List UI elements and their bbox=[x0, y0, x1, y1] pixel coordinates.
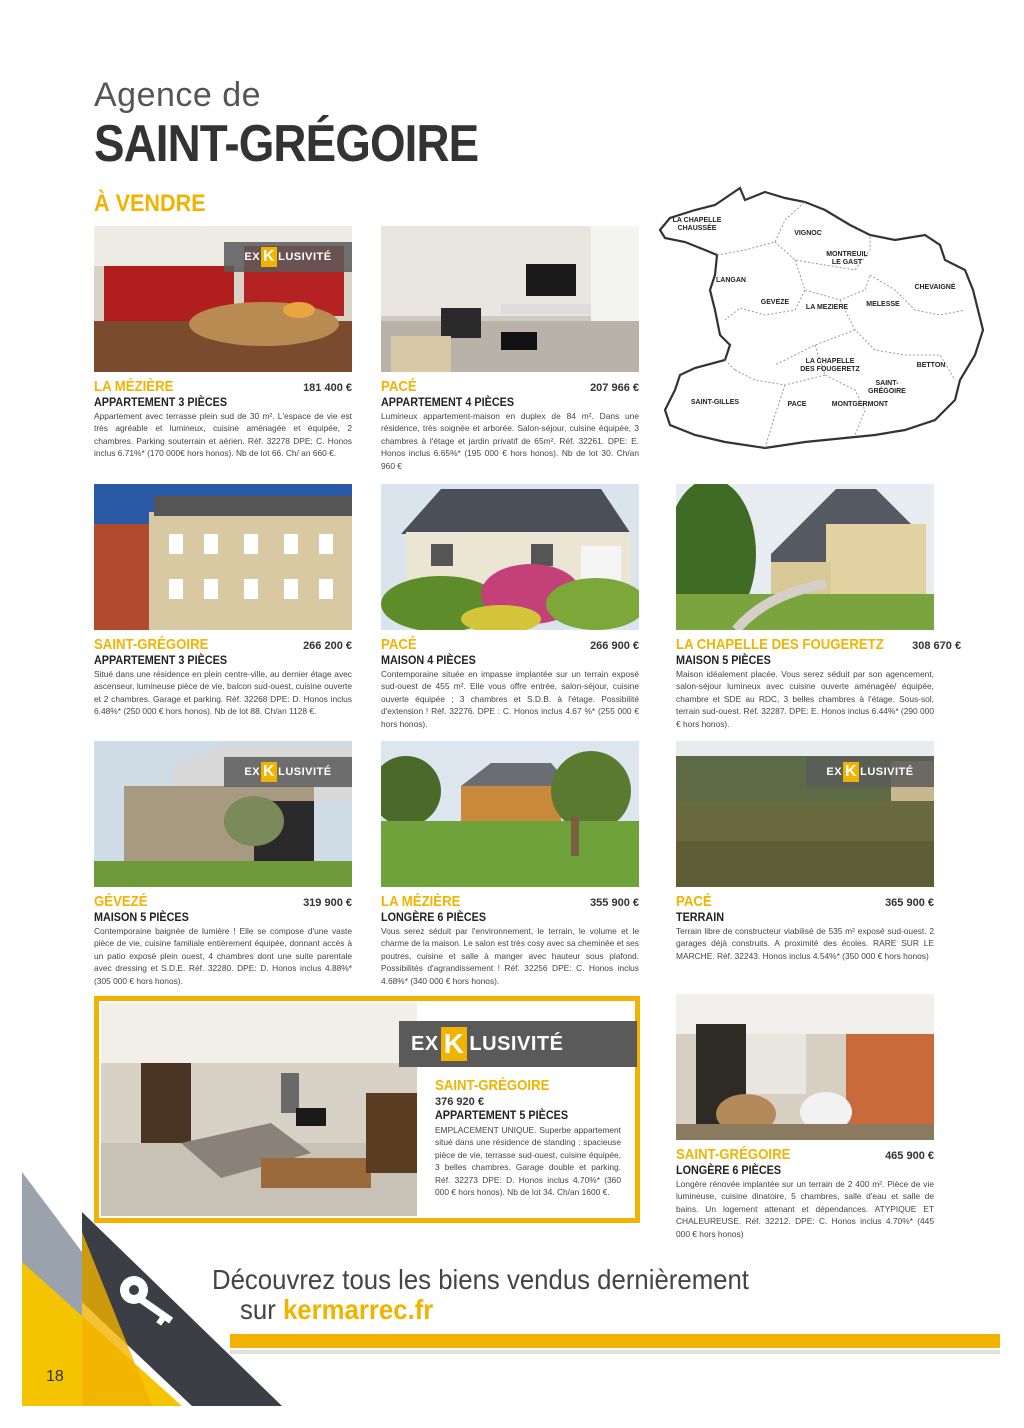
listing-description: Contemporaine située en impasse implantée sur un terrain exposé sud-ouest de 455 m². Elle vous offre entrée, salon-séjour, cuisine ouverte équipée ; 3 chambres et S.D.B. à l'étage. Possibilité d'extension ! Réf. 32276. DPE : C. Honos inclus 4.67 %* (255 000 € hors honos). bbox=[381, 669, 639, 729]
listing-type: APPARTEMENT 3 PIÈCES bbox=[94, 395, 228, 409]
listing-card[interactable] bbox=[676, 484, 962, 730]
listing-price: 319 900 € bbox=[303, 897, 352, 909]
listing-price: 266 200 € bbox=[303, 640, 352, 652]
listing-description: Situé dans une résidence en plein centre-ville, au dernier étage avec ascenseur, lumineuse pièce de vie, balcon sud-ouest, cuisine ouverte et 2 chambres. Garage et parking. Réf. 32268 DPE: D. Honos inclus 6.48%* (250 000 € hors honos). Nb de lot 88. Ch/an 1128 €. bbox=[94, 669, 352, 717]
listing-card[interactable] bbox=[381, 484, 639, 730]
listing-photo bbox=[381, 484, 639, 630]
listing-type: LONGÈRE 6 PIÈCES bbox=[381, 910, 487, 924]
listing-location: LA CHAPELLE DES FOUGERETZ bbox=[676, 636, 884, 653]
footer-tagline-2: sur kermarrec.fr bbox=[240, 1294, 434, 1325]
footer-bar bbox=[230, 1334, 1000, 1348]
listing-card[interactable] bbox=[381, 741, 639, 987]
listing-type: APPARTEMENT 4 PIÈCES bbox=[381, 395, 515, 409]
exclusivity-badge: EX K LUSIVITÉ bbox=[806, 757, 934, 787]
map-label: LANGAN bbox=[716, 277, 746, 284]
listing-photo bbox=[676, 994, 934, 1140]
listing-price: 355 900 € bbox=[590, 897, 639, 909]
listing-card[interactable] bbox=[676, 994, 934, 1240]
map-label: CHEVAIGNÉ bbox=[914, 284, 956, 291]
listing-price: 308 670 € bbox=[912, 640, 962, 652]
map-label: SAINT-GILLES bbox=[690, 399, 740, 406]
featured-type: APPARTEMENT 5 PIÈCES bbox=[435, 1108, 569, 1122]
footer-bar-shadow bbox=[230, 1350, 1000, 1354]
map-label: SAINT- bbox=[875, 380, 899, 387]
featured-price: 376 920 € bbox=[435, 1096, 484, 1108]
map-graphic bbox=[655, 180, 985, 455]
exclusivity-badge: EX K LUSIVITÉ bbox=[224, 242, 352, 272]
listing-location: PACÉ bbox=[381, 636, 417, 653]
listing-type: MAISON 5 PIÈCES bbox=[676, 653, 771, 667]
map-label: CHAUSSÉE bbox=[677, 225, 717, 232]
footer-tagline: Découvrez tous les biens vendus dernièrement bbox=[212, 1264, 749, 1295]
listing-type: APPARTEMENT 3 PIÈCES bbox=[94, 653, 228, 667]
listing-description: Longère rénovée implantée sur un terrain de 2 400 m². Pièce de vie lumineuse, cuisine dinatoire, 5 chambres, salle d'eau et salle de bains. Un logement attenant et dépendances. ATYPIQUE ET CHALEUREUSE. Réf. 32212. DPE: C. Honos inclus 4.70%* (445 000 € hors honos) bbox=[676, 1179, 934, 1239]
map-label: BETTON bbox=[916, 362, 946, 369]
map-label: LA MEZIERE bbox=[805, 304, 849, 311]
listing-location: LA MÉZIÈRE bbox=[381, 893, 461, 910]
listing-card[interactable] bbox=[381, 226, 639, 472]
map-label: MONTGERMONT bbox=[831, 401, 889, 408]
listing-photo bbox=[381, 226, 639, 372]
listing-location: SAINT-GRÉGOIRE bbox=[676, 1146, 791, 1163]
listing-photo bbox=[94, 484, 352, 630]
listing-description: Contemporaine baignée de lumière ! Elle se compose d'une vaste pièce de vie, cuisine familiale entièrement équipée, donnant accès à un patio exposé plein ouest, 4 chambres dont une suite parentale avec dressing et S.D.E. Réf. 32280. DPE: D. Honos inclus 4.88%* (305 000 € hors honos). bbox=[94, 926, 352, 986]
section-title: À VENDRE bbox=[94, 190, 206, 217]
map-label: GEVEZE bbox=[760, 299, 790, 306]
listing-price: 465 900 € bbox=[885, 1150, 934, 1162]
listing-price: 181 400 € bbox=[303, 382, 352, 394]
listing-location: LA MÉZIÈRE bbox=[94, 378, 174, 395]
listing-price: 207 966 € bbox=[590, 382, 639, 394]
listing-photo bbox=[381, 741, 639, 887]
listing-card[interactable] bbox=[94, 226, 352, 460]
map-label: MONTREUIL bbox=[826, 251, 868, 258]
map-label: LA CHAPELLE bbox=[672, 217, 722, 224]
featured-exclusivity-badge: EX K LUSIVITÉ bbox=[399, 1021, 637, 1067]
map-label: LA CHAPELLE bbox=[805, 358, 855, 365]
listing-photo bbox=[676, 484, 934, 630]
map-label: DES FOUGERETZ bbox=[800, 366, 860, 373]
listing-location: PACÉ bbox=[381, 378, 417, 395]
map-label: PACE bbox=[787, 401, 807, 408]
listing-location: GÉVEZÉ bbox=[94, 893, 148, 910]
listing-type: LONGÈRE 6 PIÈCES bbox=[676, 1163, 782, 1177]
listing-card[interactable] bbox=[94, 484, 352, 718]
listing-card[interactable] bbox=[94, 741, 352, 987]
listing-location: SAINT-GRÉGOIRE bbox=[94, 636, 209, 653]
listing-description: Vous serez séduit par l'environnement, le terrain, le volume et le charme de la maison. Le salon est très cosy avec sa cheminée et ses poutres, cuisine et salle à manger avec hauteur sous plafond. Possibilités d'agrandissement ! Réf. 32256 DPE: C. Honos inclus 4.68%* (340 000 € hors honos). bbox=[381, 926, 639, 986]
map-label: MELESSE bbox=[866, 301, 900, 308]
listing-description: Appartement avec terrasse plein sud de 30 m². L'espace de vie est très agréable et lumineux, cuisine aménagée et équipée, 2 chambres. Parking souterrain et aérien. Réf. 32278 DPE: C. Honos inclus 6.71%* (170 000€ hors honos). Nb de lot 66. Ch/ an 660 €. bbox=[94, 411, 352, 459]
map-label: LE GAST bbox=[831, 259, 863, 266]
listing-type: TERRAIN bbox=[676, 910, 725, 924]
exclusivity-badge: EX K LUSIVITÉ bbox=[224, 757, 352, 787]
listing-price: 365 900 € bbox=[885, 897, 934, 909]
listing-type: MAISON 4 PIÈCES bbox=[381, 653, 476, 667]
listing-photo bbox=[94, 226, 352, 372]
page-title: SAINT-GRÉGOIRE bbox=[94, 115, 479, 173]
featured-location: SAINT-GRÉGOIRE bbox=[435, 1077, 550, 1094]
listing-description: Lumineux appartement-maison en duplex de 84 m². Dans une résidence, très soignée et arborée. Salon-séjour, cuisine équipée, 3 chambres à l'étage et jardin privatif de 65m². Réf. 32261. DPE: E. Honos inclus 6.65%* (195 000 € hors honos). Nb de lot 30. Ch/an 960 € bbox=[381, 411, 639, 471]
agency-label: Agence de bbox=[94, 76, 262, 114]
listing-photo bbox=[94, 741, 352, 887]
page-number: 18 bbox=[46, 1368, 64, 1385]
area-map bbox=[655, 180, 985, 455]
listing-card[interactable] bbox=[676, 741, 934, 962]
map-label: VIGNOC bbox=[794, 230, 822, 237]
featured-description: EMPLACEMENT UNIQUE. Superbe appartement situé dans une résidence de standing : spacieuse pièce de vie, terrasse sud-ouest, cuisine équipée, 3 belles chambres. Garage double et parking. Réf. 32273 DPE: D. Honos inclus 4.70%* (360 000 € hors honos). Nb de lot 34. Ch/an 1600 €. bbox=[435, 1125, 621, 1198]
map-label: GRÉGOIRE bbox=[868, 388, 906, 395]
listing-description: Maison idéalement placée. Vous serez séduit par son agencement, salon-séjour lumineux avec cuisine ouverte aménagée/ équipée, chambre et SDE au RDC, 3 belles chambres à l'étage. Sous-sol, terrain sud-ouest. Réf. 32287. DPE: E. Honos inclus 6.44%* (290 000 € hors honos). bbox=[676, 669, 934, 729]
listing-price: 266 900 € bbox=[590, 640, 639, 652]
listing-description: Terrain libre de constructeur viabilisé de 535 m² exposé sud-ouest. 2 garages déjà construits. A proximité des écoles. RARE SUR LE MARCHE. Réf. 32243. Honos inclus 4.54%* (350 000 € hors honos) bbox=[676, 926, 934, 961]
listing-photo bbox=[676, 741, 934, 887]
listing-location: PACÉ bbox=[676, 893, 712, 910]
website-link[interactable]: kermarrec.fr bbox=[282, 1294, 434, 1325]
listing-type: MAISON 5 PIÈCES bbox=[94, 910, 189, 924]
